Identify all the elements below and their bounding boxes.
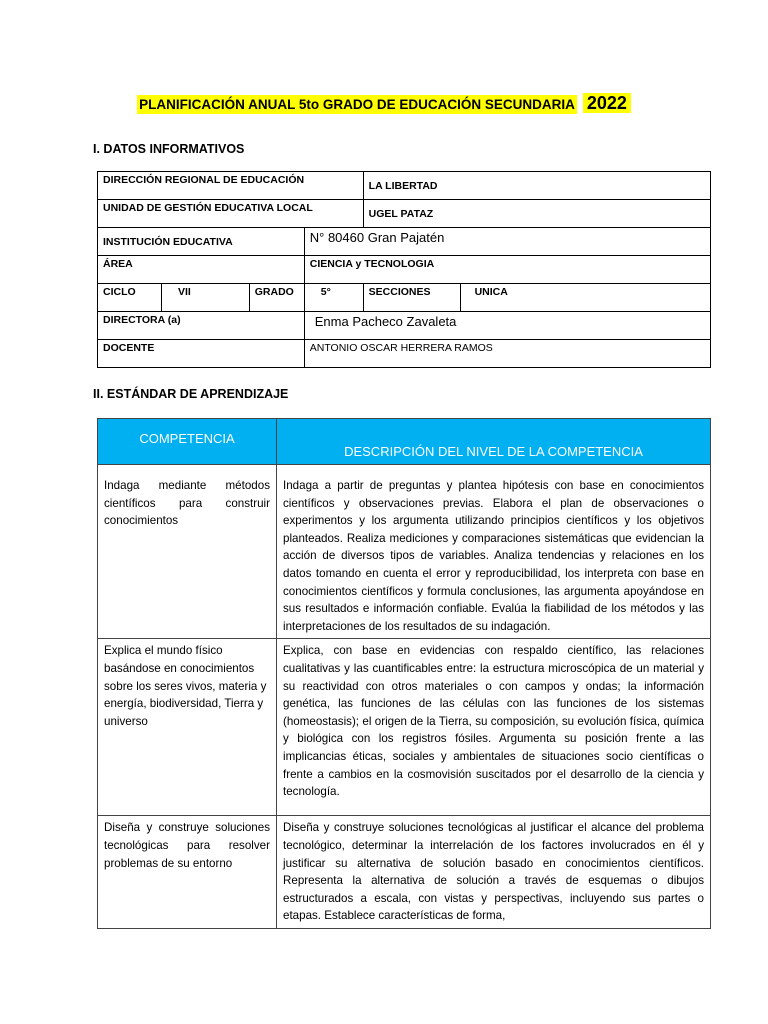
table-row <box>98 340 711 368</box>
ugel-label: UNIDAD DE GESTIÓN EDUCATIVA LOCAL <box>98 200 364 228</box>
area-value: CIENCIA y TECNOLOGIA <box>304 256 710 284</box>
header-descripcion: DESCRIPCIÓN DEL NIVEL DE LA COMPETENCIA <box>277 419 711 465</box>
dre-label: DIRECCIÓN REGIONAL DE EDUCACIÓN <box>98 172 364 200</box>
directora-value: Enma Pacheco Zavaleta <box>304 312 710 340</box>
datos-informativos-table <box>97 171 711 368</box>
descripcion-cell: Diseña y construye soluciones tecnológicas al justificar el alcance del problema tecnológico, determinar la interrelación de los factores involucrados en él y justificar su alternativa de solución basado en conocimientos científicos. Representa la alternativa de solución a través de esquemas o dibujos estructurados a escala, con vistas y perspectivas, incluyendo sus partes o etapas. Establece características de forma, <box>277 816 711 929</box>
descripcion-cell: Explica, con base en evidencias con respaldo científico, las relaciones cualitativas y las cuantificables entre: la estructura microscópica de un material y su reactividad con otros materiales o con campos y ondas; la información genética, las funciones de las células con las funciones de los sistemas (homeostasis); el origen de la Tierra, su composición, su evolución física, química y biológica con los registros fósiles. Argumenta su posición frente a las implicancias éticas, sociales y ambientales de situaciones socio científicas o frente a cambios en la cosmovisión suscitados por el desarrollo de la ciencia y tecnología. <box>277 639 711 816</box>
section-heading-estandar: II. ESTÁNDAR DE APRENDIZAJE <box>93 387 289 401</box>
ie-label: INSTITUCIÓN EDUCATIVA <box>98 228 305 256</box>
secciones-value: UNICA <box>460 284 710 312</box>
docente-value: ANTONIO OSCAR HERRERA RAMOS <box>304 340 710 368</box>
ciclo-value: VII <box>161 284 249 312</box>
table-row <box>98 816 711 929</box>
table-row <box>98 172 711 200</box>
descripcion-cell: Indaga a partir de preguntas y plantea hipótesis con base en conocimientos científicos y observaciones previas. Elabora el plan de observaciones o experimentos y los argumenta utilizando principios científicos y los objetivos planteados. Realiza mediciones y comparaciones sistemáticas que evidencian la acción de diversos tipos de variables. Analiza tendencias y relaciones en los datos tomando en cuenta el error y reproducibilidad, los interpreta con base en conocimientos científicos y formula conclusiones, las argumenta apoyándose en sus resultados e información confiable. Evalúa la fiabilidad de los métodos y las interpretaciones de los resultados de su indagación. <box>277 465 711 639</box>
table-row <box>98 312 711 340</box>
table-row <box>98 228 711 256</box>
table-header-row <box>98 419 711 465</box>
table-row <box>98 465 711 639</box>
table-row <box>98 639 711 816</box>
grado-value: 5° <box>304 284 363 312</box>
competencia-cell: Diseña y construye soluciones tecnológicas para resolver problemas de su entorno <box>98 816 277 929</box>
title-text: PLANIFICACIÓN ANUAL 5to GRADO DE EDUCACIÓN SECUNDARIA <box>139 97 575 112</box>
dre-value: LA LIBERTAD <box>363 172 710 200</box>
directora-label: DIRECTORA (a) <box>98 312 305 340</box>
estandar-table <box>97 418 711 929</box>
table-row <box>98 256 711 284</box>
area-label: ÁREA <box>98 256 305 284</box>
grado-label: GRADO <box>249 284 304 312</box>
table-row <box>98 284 711 312</box>
ie-value: N° 80460 Gran Pajatén <box>304 228 710 256</box>
table-row <box>98 200 711 228</box>
ugel-value: UGEL PATAZ <box>363 200 710 228</box>
secciones-label: SECCIONES <box>363 284 460 312</box>
competencia-cell: Explica el mundo físico basándose en conocimientos sobre los seres vivos, materia y energía, biodiversidad, Tierra y universo <box>98 639 277 816</box>
title-year: 2022 <box>583 93 631 113</box>
competencia-cell: Indaga mediante métodos científicos para construir conocimientos <box>98 465 277 639</box>
document-title <box>0 93 768 114</box>
ciclo-label: CICLO <box>98 284 162 312</box>
docente-label: DOCENTE <box>98 340 305 368</box>
section-heading-datos: I. DATOS INFORMATIVOS <box>93 142 245 156</box>
header-competencia: COMPETENCIA <box>98 419 277 465</box>
